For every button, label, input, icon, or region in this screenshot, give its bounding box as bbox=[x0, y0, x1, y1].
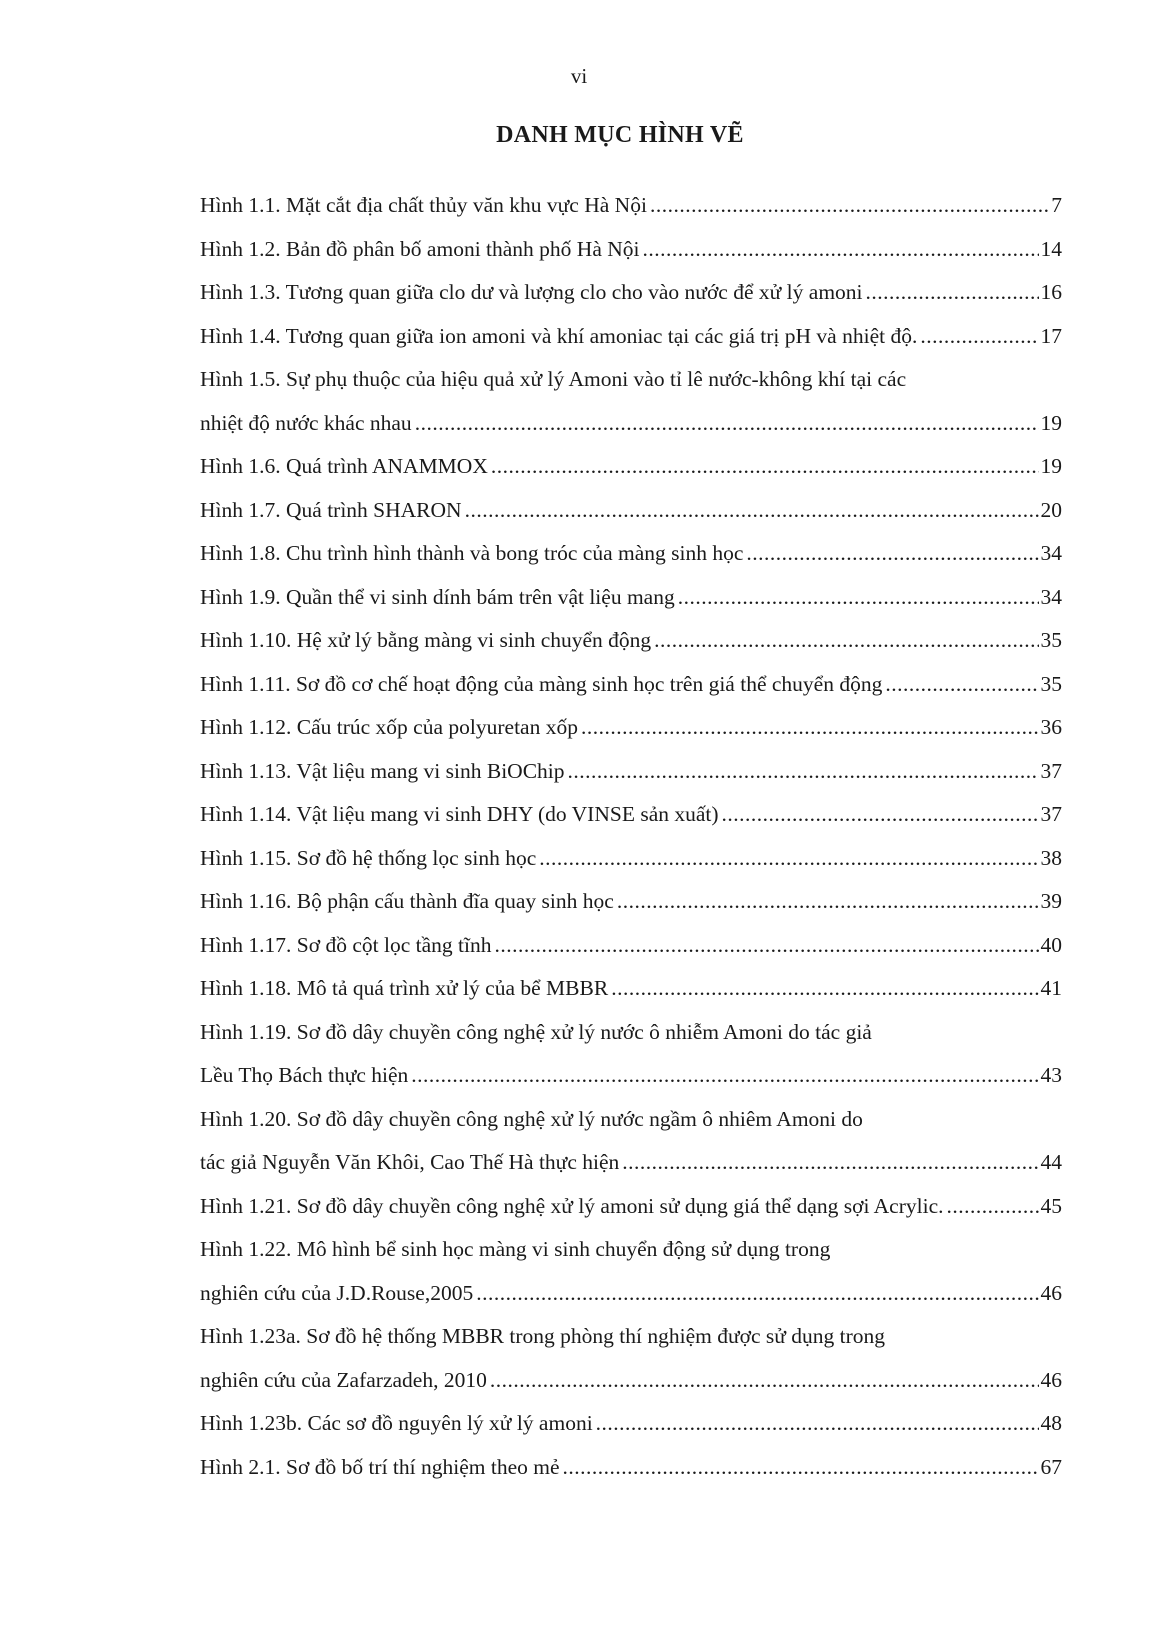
toc-entry-line bbox=[200, 663, 1062, 707]
page-title: DANH MỤC HÌNH VẼ bbox=[496, 122, 744, 148]
toc-entry-page: 17 bbox=[1040, 323, 1062, 348]
toc-entry-line bbox=[200, 1098, 1062, 1142]
toc-entry-page: 20 bbox=[1040, 497, 1062, 522]
dot-leader bbox=[920, 315, 1038, 359]
toc-entry-title: Hình 1.20. Sơ đồ dây chuyền công nghệ xử lý nước ngầm ô nhiêm Amoni do bbox=[200, 1106, 863, 1131]
toc-entry-line bbox=[200, 1402, 1062, 1446]
toc-entry-line bbox=[200, 1446, 1062, 1490]
toc-entry[interactable] bbox=[200, 576, 1062, 620]
toc-entry[interactable] bbox=[200, 1315, 1062, 1402]
toc-entry-title: Hình 1.18. Mô tả quá trình xử lý của bể MBBR bbox=[200, 976, 609, 1000]
toc-entry-title: Hình 1.22. Mô hình bể sinh học màng vi sinh chuyển động sử dụng trong bbox=[200, 1237, 831, 1261]
dot-leader bbox=[581, 706, 1039, 750]
toc-entry-title: Hình 1.13. Vật liệu mang vi sinh BiOChip bbox=[200, 758, 565, 783]
toc-entry[interactable] bbox=[200, 706, 1062, 750]
toc-entry-page: 16 bbox=[1040, 280, 1062, 304]
dot-leader bbox=[746, 532, 1038, 576]
toc-entry-title: Hình 1.19. Sơ đồ dây chuyền công nghệ xử lý nước ô nhiễm Amoni do tác giả bbox=[200, 1019, 872, 1044]
dot-leader bbox=[650, 184, 1049, 228]
dot-leader bbox=[490, 1359, 1039, 1403]
dot-leader bbox=[678, 576, 1039, 620]
toc-entry-page: 41 bbox=[1040, 976, 1062, 1000]
toc-entry-page: 37 bbox=[1040, 802, 1062, 826]
dot-leader bbox=[622, 1141, 1038, 1185]
toc-entry-line bbox=[200, 489, 1062, 533]
dot-leader bbox=[491, 445, 1039, 489]
toc-entry-line bbox=[200, 1272, 1062, 1316]
page-number: vi bbox=[570, 64, 588, 88]
toc-entry-title: Hình 1.11. Sơ đồ cơ chế hoạt động của màng sinh học trên giá thể chuyển động bbox=[200, 671, 883, 696]
toc-entry-title: Hình 1.5. Sự phụ thuộc của hiệu quả xử lý Amoni vào tỉ lê nước-không khí tại các bbox=[200, 367, 907, 391]
toc-entry[interactable] bbox=[200, 184, 1062, 228]
toc-entry-line bbox=[200, 1315, 1062, 1359]
toc-entry-line bbox=[200, 1054, 1062, 1098]
toc-entry-title: Hình 1.12. Cấu trúc xốp của polyuretan xốp bbox=[200, 715, 578, 739]
toc-entry-page: 45 bbox=[1040, 1193, 1062, 1218]
toc-entry-line bbox=[200, 184, 1062, 228]
dot-leader bbox=[596, 1402, 1039, 1446]
toc-entry-page: 35 bbox=[1040, 628, 1062, 652]
toc-entry-title: Hình 1.10. Hệ xử lý bằng màng vi sinh chuyển động bbox=[200, 628, 652, 652]
toc-entry[interactable] bbox=[200, 663, 1062, 707]
toc-entry[interactable] bbox=[200, 880, 1062, 924]
toc-entry-title: Hình 1.16. Bộ phận cấu thành đĩa quay sinh học bbox=[200, 889, 614, 913]
toc-entry-page: 40 bbox=[1040, 932, 1062, 957]
toc-entry-title: Hình 1.17. Sơ đồ cột lọc tầng tĩnh bbox=[200, 932, 492, 957]
toc-entry-title: Hình 1.6. Quá trình ANAMMOX bbox=[200, 454, 488, 478]
dot-leader bbox=[563, 1446, 1039, 1490]
toc-entry[interactable] bbox=[200, 1446, 1062, 1490]
toc-entry-line bbox=[200, 1011, 1062, 1055]
toc-entry-title: Hình 1.9. Quần thể vi sinh dính bám trên vật liệu mang bbox=[200, 584, 675, 609]
dot-leader bbox=[722, 793, 1039, 837]
toc-entry[interactable] bbox=[200, 750, 1062, 794]
dot-leader bbox=[494, 924, 1038, 968]
toc-entry[interactable] bbox=[200, 489, 1062, 533]
dot-leader bbox=[539, 837, 1038, 881]
toc-entry-page: 43 bbox=[1040, 1063, 1062, 1087]
toc-entry-page: 37 bbox=[1040, 758, 1062, 783]
toc-entry-line bbox=[200, 576, 1062, 620]
toc-entry-title: Hình 2.1. Sơ đồ bố trí thí nghiệm theo mẻ bbox=[200, 1454, 560, 1479]
toc-entry-page: 39 bbox=[1040, 889, 1062, 913]
dot-leader bbox=[611, 967, 1038, 1011]
toc-entry[interactable] bbox=[200, 228, 1062, 272]
toc-entry-line bbox=[200, 619, 1062, 663]
toc-entry-title: nghiên cứu của J.D.Rouse,2005 bbox=[200, 1280, 474, 1305]
toc-entry[interactable] bbox=[200, 967, 1062, 1011]
toc-entry[interactable] bbox=[200, 793, 1062, 837]
toc-entry-title: nhiệt độ nước khác nhau bbox=[200, 410, 412, 435]
toc-entry-line bbox=[200, 402, 1062, 446]
toc-entry[interactable] bbox=[200, 619, 1062, 663]
dot-leader bbox=[415, 402, 1039, 446]
toc-entry-line bbox=[200, 1141, 1062, 1185]
toc-entry-line bbox=[200, 1359, 1062, 1403]
toc-entry-line bbox=[200, 315, 1062, 359]
toc-entry-line bbox=[200, 445, 1062, 489]
toc-entry-line bbox=[200, 228, 1062, 272]
toc-entry-title: nghiên cứu của Zafarzadeh, 2010 bbox=[200, 1367, 487, 1392]
dot-leader bbox=[465, 489, 1039, 533]
toc-entry-title: Lều Thọ Bách thực hiện bbox=[200, 1063, 409, 1087]
toc-entry-title: Hình 1.1. Mặt cắt địa chất thủy văn khu vực Hà Nội bbox=[200, 193, 647, 217]
toc-entry-page: 67 bbox=[1040, 1454, 1062, 1479]
toc-entry-title: tác giả Nguyễn Văn Khôi, Cao Thế Hà thực hiện bbox=[200, 1150, 620, 1174]
toc-entry-title: Hình 1.23a. Sơ đồ hệ thống MBBR trong phòng thí nghiệm được sử dụng trong bbox=[200, 1324, 886, 1348]
toc-entry-page: 35 bbox=[1040, 671, 1062, 696]
toc-entry-line bbox=[200, 1228, 1062, 1272]
dot-leader bbox=[617, 880, 1039, 924]
toc-entry-page: 46 bbox=[1040, 1367, 1062, 1392]
toc-entry-title: Hình 1.4. Tương quan giữa ion amoni và khí amoniac tại các giá trị pH và nhiệt độ. bbox=[200, 323, 918, 348]
toc-entry[interactable] bbox=[200, 315, 1062, 359]
toc-entry-line bbox=[200, 532, 1062, 576]
toc-entry-title: Hình 1.23b. Các sơ đồ nguyên lý xử lý amoni bbox=[200, 1411, 593, 1435]
toc-entry[interactable] bbox=[200, 532, 1062, 576]
toc-entry-page: 48 bbox=[1040, 1411, 1062, 1435]
toc-entry[interactable] bbox=[200, 1185, 1062, 1229]
toc-entry-line bbox=[200, 358, 1062, 402]
dot-leader bbox=[568, 750, 1039, 794]
toc-entry-title: Hình 1.3. Tương quan giữa clo dư và lượng clo cho vào nước để xử lý amoni bbox=[200, 280, 863, 304]
toc-entry-title: Hình 1.14. Vật liệu mang vi sinh DHY (do VINSE sản xuất) bbox=[200, 802, 719, 826]
toc-entry-page: 34 bbox=[1040, 584, 1062, 609]
toc-entry-line bbox=[200, 880, 1062, 924]
toc-entry[interactable] bbox=[200, 1228, 1062, 1315]
toc-entry-page: 19 bbox=[1040, 410, 1062, 435]
dot-leader bbox=[411, 1054, 1038, 1098]
toc-entry[interactable] bbox=[200, 1011, 1062, 1098]
toc-entry-page: 19 bbox=[1040, 454, 1062, 478]
toc-entry-line bbox=[200, 924, 1062, 968]
toc-entry-page: 14 bbox=[1040, 236, 1062, 261]
toc-entry-line bbox=[200, 750, 1062, 794]
toc-entry[interactable] bbox=[200, 837, 1062, 881]
toc-entry-page: 7 bbox=[1051, 193, 1062, 217]
dot-leader bbox=[866, 271, 1039, 315]
toc-entry-page: 36 bbox=[1040, 715, 1062, 739]
dot-leader bbox=[476, 1272, 1038, 1316]
toc-entry[interactable] bbox=[200, 445, 1062, 489]
toc-entry-title: Hình 1.7. Quá trình SHARON bbox=[200, 497, 462, 522]
dot-leader bbox=[947, 1185, 1039, 1229]
toc-entry-page: 44 bbox=[1040, 1150, 1062, 1174]
toc-entry-page: 38 bbox=[1040, 845, 1062, 870]
toc-entry[interactable] bbox=[200, 358, 1062, 445]
dot-leader bbox=[643, 228, 1039, 272]
toc-entry-line bbox=[200, 837, 1062, 881]
toc-entry[interactable] bbox=[200, 1402, 1062, 1446]
toc-entry[interactable] bbox=[200, 271, 1062, 315]
toc-entry-title: Hình 1.15. Sơ đồ hệ thống lọc sinh học bbox=[200, 845, 537, 870]
toc-entry-title: Hình 1.8. Chu trình hình thành và bong tróc của màng sinh học bbox=[200, 541, 744, 565]
toc-entry-line bbox=[200, 793, 1062, 837]
toc-entry-title: Hình 1.21. Sơ đồ dây chuyền công nghệ xử lý amoni sử dụng giá thể dạng sợi Acrylic. bbox=[200, 1193, 944, 1218]
toc-entry-line bbox=[200, 967, 1062, 1011]
figure-list bbox=[200, 184, 1062, 1489]
toc-entry-title: Hình 1.2. Bản đồ phân bố amoni thành phố Hà Nội bbox=[200, 236, 640, 261]
toc-entry[interactable] bbox=[200, 924, 1062, 968]
toc-entry-line bbox=[200, 706, 1062, 750]
toc-entry-page: 46 bbox=[1040, 1280, 1062, 1305]
toc-entry-line bbox=[200, 271, 1062, 315]
toc-entry[interactable] bbox=[200, 1098, 1062, 1185]
dot-leader bbox=[885, 663, 1038, 707]
dot-leader bbox=[654, 619, 1038, 663]
toc-entry-line bbox=[200, 1185, 1062, 1229]
toc-entry-page: 34 bbox=[1040, 541, 1062, 565]
